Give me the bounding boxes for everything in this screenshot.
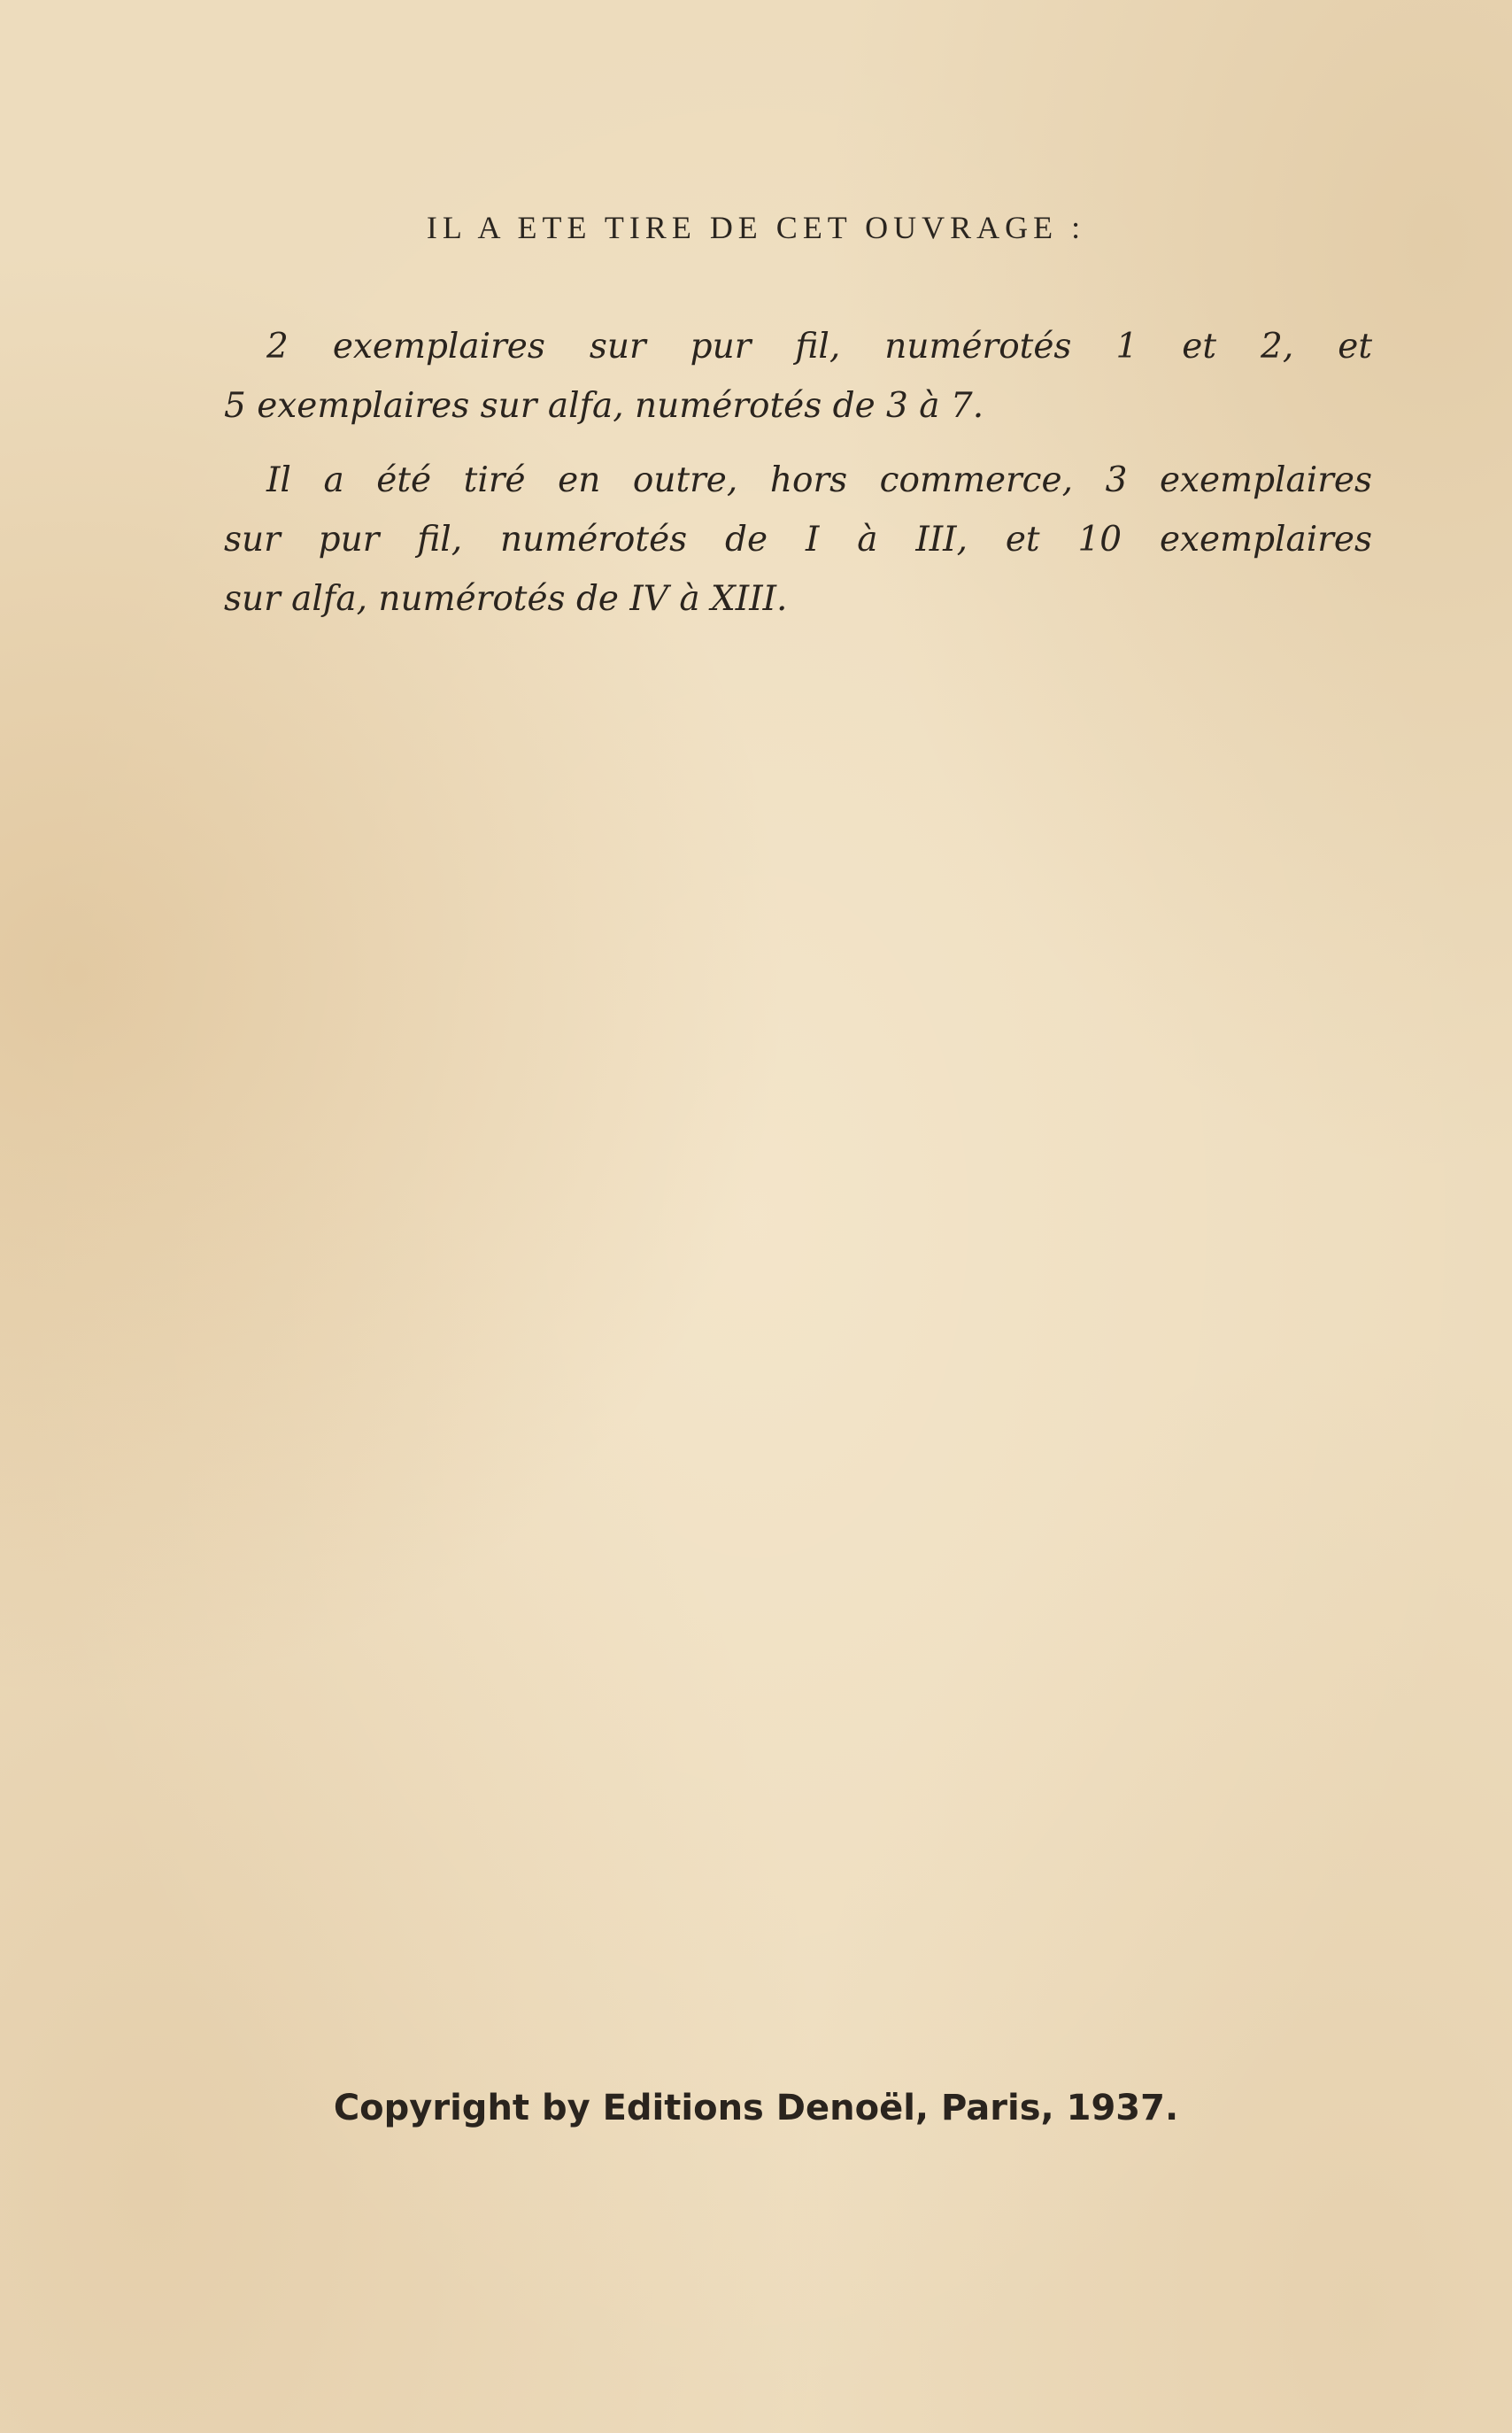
text-line: 2 exemplaires sur pur fil, numérotés 1 et 2, et <box>266 327 1372 367</box>
copyright-notice: Copyright by Editions Denoël, Paris, 1937. <box>333 2088 1179 2128</box>
edition-paragraph-2 <box>224 451 1372 629</box>
text-line: sur alfa, numérotés de IV à XIII. <box>224 579 788 619</box>
edition-heading: IL A ETE TIRE DE CET OUVRAGE : <box>426 210 1086 245</box>
text-line: sur pur fil, numérotés de I à III, et 10 exemplaires <box>224 520 1372 560</box>
text-line: Il a été tiré en outre, hors commerce, 3 exemplaires <box>266 460 1372 500</box>
text-line: 5 exemplaires sur alfa, numérotés de 3 à 7. <box>224 386 984 426</box>
edition-paragraph-1 <box>224 317 1372 436</box>
